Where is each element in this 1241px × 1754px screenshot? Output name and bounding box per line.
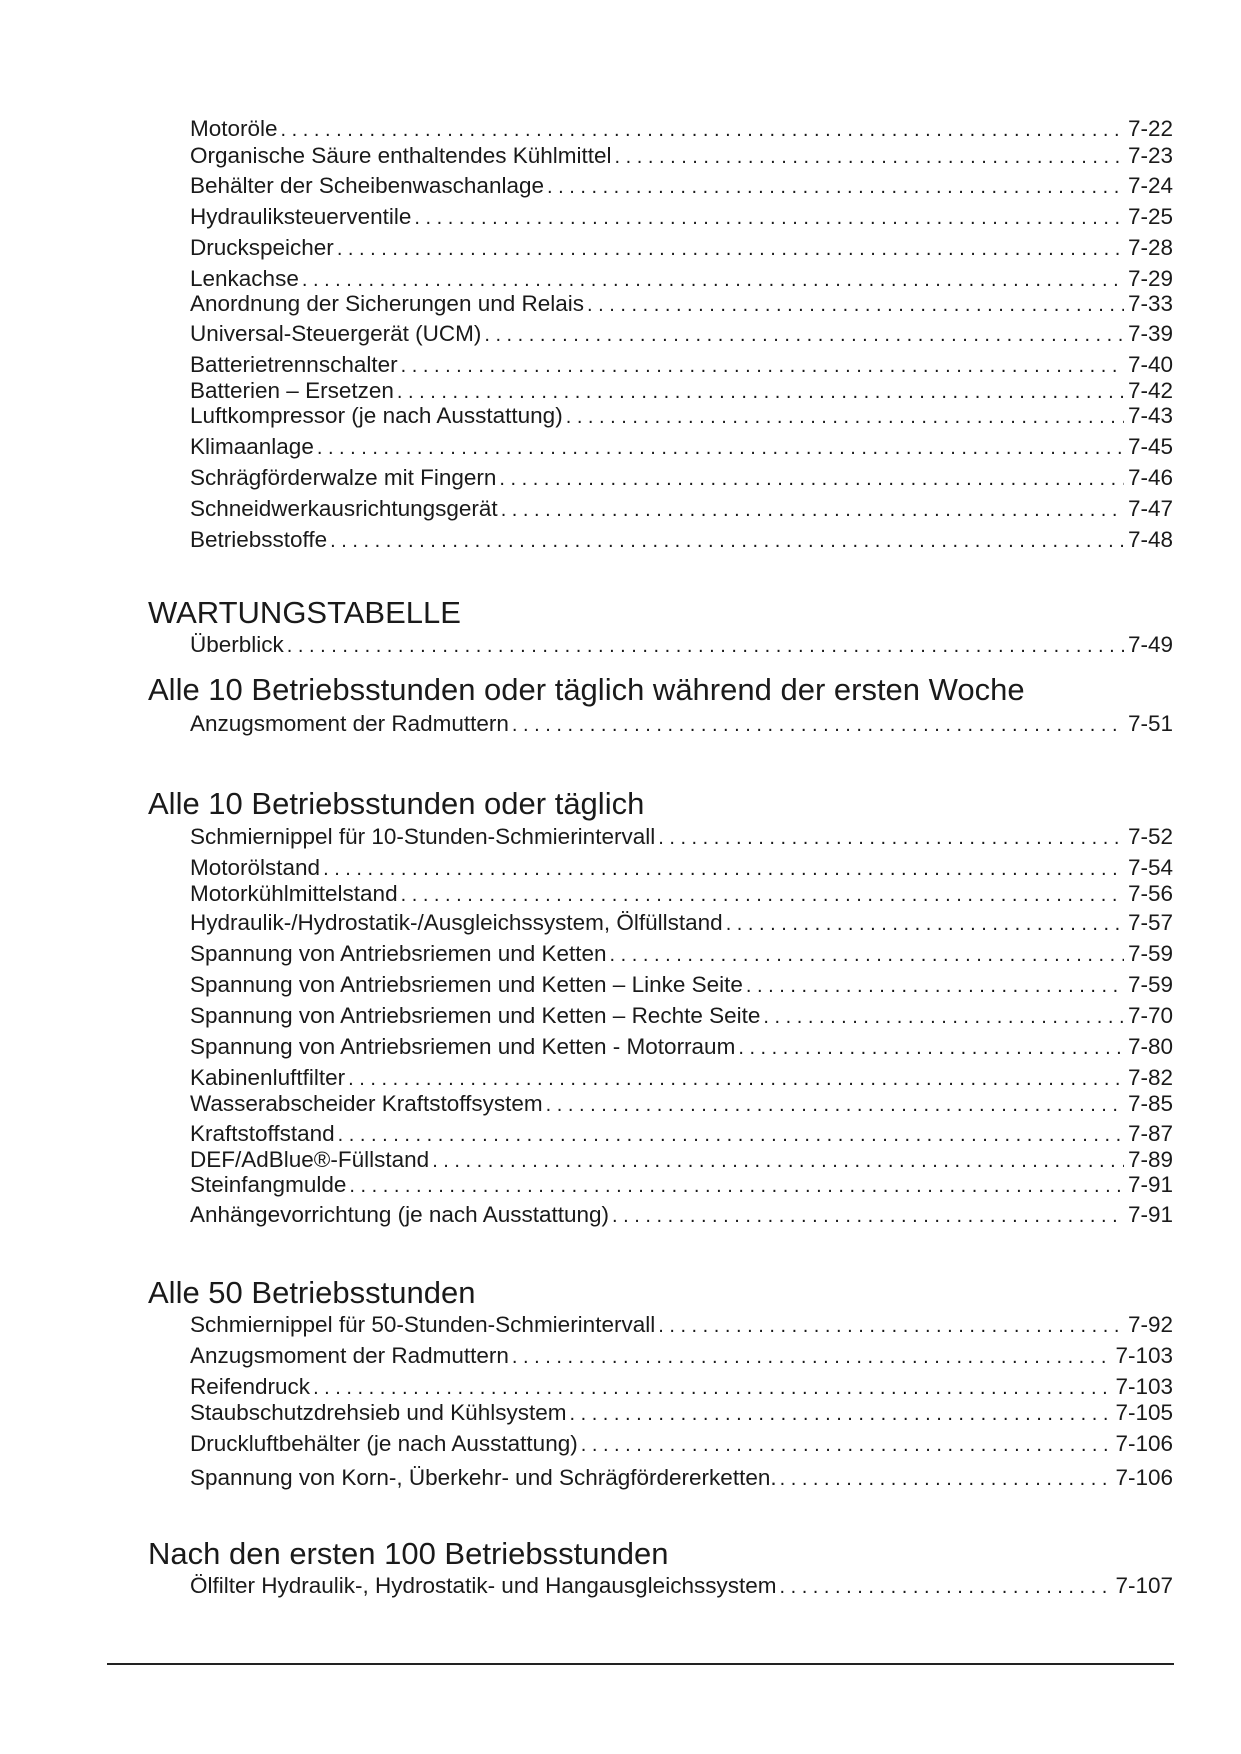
toc-entry-page: 7-46 (1127, 465, 1173, 490)
dot-leader (501, 495, 1124, 525)
toc-entry[interactable] (190, 1170, 1173, 1200)
dot-leader (499, 464, 1124, 494)
toc-entry-label: Motorölstand (190, 855, 321, 880)
toc-entry-page: 7-52 (1127, 824, 1173, 849)
toc-entry-page: 7-39 (1127, 321, 1173, 346)
toc-entry[interactable] (190, 401, 1173, 431)
toc-entry-page: 7-23 (1127, 143, 1173, 168)
toc-entry-label: Spannung von Antriebsriemen und Ketten - Motorraum (190, 1034, 736, 1059)
toc-entry-page: 7-24 (1127, 173, 1173, 198)
dot-leader (512, 710, 1124, 740)
dot-leader (546, 1090, 1124, 1120)
toc-entry-label: Motorkühlmittelstand (190, 881, 398, 906)
footer-divider (107, 1663, 1174, 1665)
toc-entry-label: Reifendruck (190, 1374, 311, 1399)
toc-entry-label: Steinfangmulde (190, 1172, 347, 1197)
toc-entry-page: 7-103 (1115, 1343, 1173, 1368)
dot-leader (337, 234, 1124, 264)
toc-entry-label: Spannung von Antriebsriemen und Ketten – Rechte Seite (190, 1003, 761, 1028)
toc-entry-page: 7-103 (1115, 1374, 1173, 1399)
section-heading: WARTUNGSTABELLE (148, 595, 461, 630)
dot-leader (349, 1171, 1124, 1201)
toc-entry[interactable] (190, 319, 1173, 349)
toc-entry-page: 7-49 (1127, 632, 1173, 657)
toc-entry-page: 7-28 (1127, 235, 1173, 260)
toc-entry-label: Motoröle (190, 116, 278, 141)
toc-entry-label: Behälter der Scheibenwaschanlage (190, 173, 544, 198)
dot-leader (512, 1342, 1112, 1372)
section-heading: Alle 10 Betriebsstunden oder täglich während der ersten Woche (148, 672, 1025, 707)
dot-leader (566, 402, 1124, 432)
toc-entry-page: 7-54 (1127, 855, 1173, 880)
dot-leader (569, 1399, 1111, 1429)
section-heading: Nach den ersten 100 Betriebsstunden (148, 1536, 669, 1571)
dot-leader (763, 1002, 1124, 1032)
toc-entry[interactable] (190, 1429, 1173, 1459)
toc-entry-label: Ölfilter Hydraulik-, Hydrostatik- und Hangausgleichssystem (190, 1573, 777, 1598)
toc-entry-label: Schrägförderwalze mit Fingern (190, 465, 497, 490)
toc-entry[interactable] (190, 463, 1173, 493)
toc-entry[interactable] (190, 709, 1173, 739)
toc-entry-page: 7-59 (1127, 972, 1173, 997)
toc-entry-label: Anzugsmoment der Radmuttern (190, 1343, 509, 1368)
toc-entry[interactable] (190, 171, 1173, 201)
toc-entry-page: 7-107 (1115, 1573, 1173, 1598)
toc-entry-page: 7-47 (1127, 496, 1173, 521)
toc-entry[interactable] (190, 908, 1173, 938)
toc-entry-page: 7-82 (1127, 1065, 1173, 1090)
toc-entry-label: Organische Säure enthaltendes Kühlmittel (190, 143, 612, 168)
toc-entry[interactable] (190, 1463, 1173, 1493)
dot-leader (726, 909, 1124, 939)
toc-entry-page: 7-42 (1127, 378, 1173, 403)
toc-entry-label: Klimaanlage (190, 434, 314, 459)
section-heading: Alle 50 Betriebsstunden (148, 1275, 476, 1310)
toc-entry-page: 7-87 (1127, 1121, 1173, 1146)
toc-entry-page: 7-22 (1127, 116, 1173, 141)
toc-entry-label: Batterien – Ersetzen (190, 378, 394, 403)
dot-leader (738, 1033, 1124, 1063)
toc-entry-page: 7-59 (1127, 941, 1173, 966)
toc-entry-label: Überblick (190, 632, 284, 657)
toc-entry-label: Lenkachse (190, 266, 299, 291)
toc-entry-page: 7-70 (1127, 1003, 1173, 1028)
toc-entry[interactable] (190, 970, 1173, 1000)
toc-entry[interactable] (190, 233, 1173, 263)
toc-entry-label: Druckspeicher (190, 235, 334, 260)
toc-entry[interactable] (190, 494, 1173, 524)
toc-entry-label: Hydrauliksteuerventile (190, 204, 412, 229)
toc-entry[interactable] (190, 939, 1173, 969)
dot-leader (317, 433, 1124, 463)
toc-entry-page: 7-85 (1127, 1091, 1173, 1116)
dot-leader (484, 320, 1124, 350)
toc-entry-page: 7-48 (1127, 527, 1173, 552)
toc-entry-label: Hydraulik-/Hydrostatik-/Ausgleichssystem, Ölfüllstand (190, 910, 723, 935)
toc-entry-page: 7-80 (1127, 1034, 1173, 1059)
dot-leader (581, 1430, 1112, 1460)
toc-entry-page: 7-91 (1127, 1172, 1173, 1197)
toc-entry-label: Spannung von Korn-, Überkehr- und Schrägfördererketten. (190, 1465, 777, 1490)
toc-entry-label: Kraftstoffstand (190, 1121, 335, 1146)
toc-entry-page: 7-40 (1127, 352, 1173, 377)
dot-leader (401, 880, 1124, 910)
section-heading: Alle 10 Betriebsstunden oder täglich (148, 786, 645, 821)
toc-entry[interactable] (190, 289, 1173, 319)
toc-entry-page: 7-106 (1115, 1431, 1173, 1456)
toc-entry-page: 7-92 (1127, 1312, 1173, 1337)
toc-entry[interactable] (190, 114, 1173, 144)
dot-leader (414, 203, 1124, 233)
dot-leader (287, 631, 1124, 661)
toc-entry-label: Staubschutzdrehsieb und Kühlsystem (190, 1400, 567, 1425)
toc-entry[interactable] (190, 1571, 1173, 1601)
toc-entry-label: Batterietrennschalter (190, 352, 398, 377)
dot-leader (658, 1311, 1124, 1341)
toc-entry[interactable] (190, 1200, 1173, 1230)
toc-entry-page: 7-25 (1127, 204, 1173, 229)
toc-entry-label: Spannung von Antriebsriemen und Ketten – Linke Seite (190, 972, 743, 997)
toc-entry-page: 7-45 (1127, 434, 1173, 459)
dot-leader (330, 526, 1124, 556)
dot-leader (746, 971, 1124, 1001)
toc-entry-label: Druckluftbehälter (je nach Ausstattung) (190, 1431, 578, 1456)
toc-entry[interactable] (190, 1310, 1173, 1340)
toc-entry-page: 7-43 (1127, 403, 1173, 428)
dot-leader (780, 1464, 1112, 1494)
toc-entry-label: Luftkompressor (je nach Ausstattung) (190, 403, 563, 428)
toc-entry[interactable] (190, 630, 1173, 660)
toc-entry[interactable] (190, 1001, 1173, 1031)
toc-entry-page: 7-56 (1127, 881, 1173, 906)
toc-entry-page: 7-89 (1127, 1147, 1173, 1172)
toc-entry-label: Spannung von Antriebsriemen und Ketten (190, 941, 607, 966)
toc-entry-label: Schneidwerkausrichtungsgerät (190, 496, 498, 521)
toc-entry-page: 7-29 (1127, 266, 1173, 291)
toc-entry-page: 7-57 (1127, 910, 1173, 935)
toc-entry-page: 7-51 (1127, 711, 1173, 736)
toc-entry[interactable] (190, 1341, 1173, 1371)
toc-entry[interactable] (190, 525, 1173, 555)
dot-leader (587, 290, 1124, 320)
toc-entry-label: Anhängevorrichtung (je nach Ausstattung) (190, 1202, 610, 1227)
toc-entry-label: Kabinenluftfilter (190, 1065, 346, 1090)
toc-entry-page: 7-33 (1127, 291, 1173, 316)
toc-entry-label: Wasserabscheider Kraftstoffsystem (190, 1091, 543, 1116)
toc-entry-page: 7-91 (1127, 1202, 1173, 1227)
toc-entry[interactable] (190, 202, 1173, 232)
toc-entry[interactable] (190, 141, 1173, 171)
toc-entry-label: DEF/AdBlue®-Füllstand (190, 1147, 430, 1172)
toc-entry-page: 7-106 (1115, 1465, 1173, 1490)
dot-leader (610, 940, 1124, 970)
dot-leader (612, 1201, 1124, 1231)
toc-entry[interactable] (190, 879, 1173, 909)
toc-entry-label: Universal-Steuergerät (UCM) (190, 321, 482, 346)
toc-entry-label: Schmiernippel für 10-Stunden-Schmierintervall (190, 824, 656, 849)
toc-entry[interactable] (190, 1032, 1173, 1062)
toc-entry-label: Betriebsstoffe (190, 527, 328, 552)
toc-entry-label: Schmiernippel für 50-Stunden-Schmierintervall (190, 1312, 656, 1337)
dot-leader (547, 172, 1124, 202)
dot-leader (779, 1572, 1111, 1602)
toc-entry-label: Anordnung der Sicherungen und Relais (190, 291, 585, 316)
toc-entry[interactable] (190, 1089, 1173, 1119)
dot-leader (615, 142, 1124, 172)
toc-entry[interactable] (190, 432, 1173, 462)
toc-entry[interactable] (190, 1398, 1173, 1428)
toc-entry[interactable] (190, 822, 1173, 852)
toc-entry-page: 7-105 (1115, 1400, 1173, 1425)
toc-entry-label: Anzugsmoment der Radmuttern (190, 711, 509, 736)
dot-leader (658, 823, 1124, 853)
